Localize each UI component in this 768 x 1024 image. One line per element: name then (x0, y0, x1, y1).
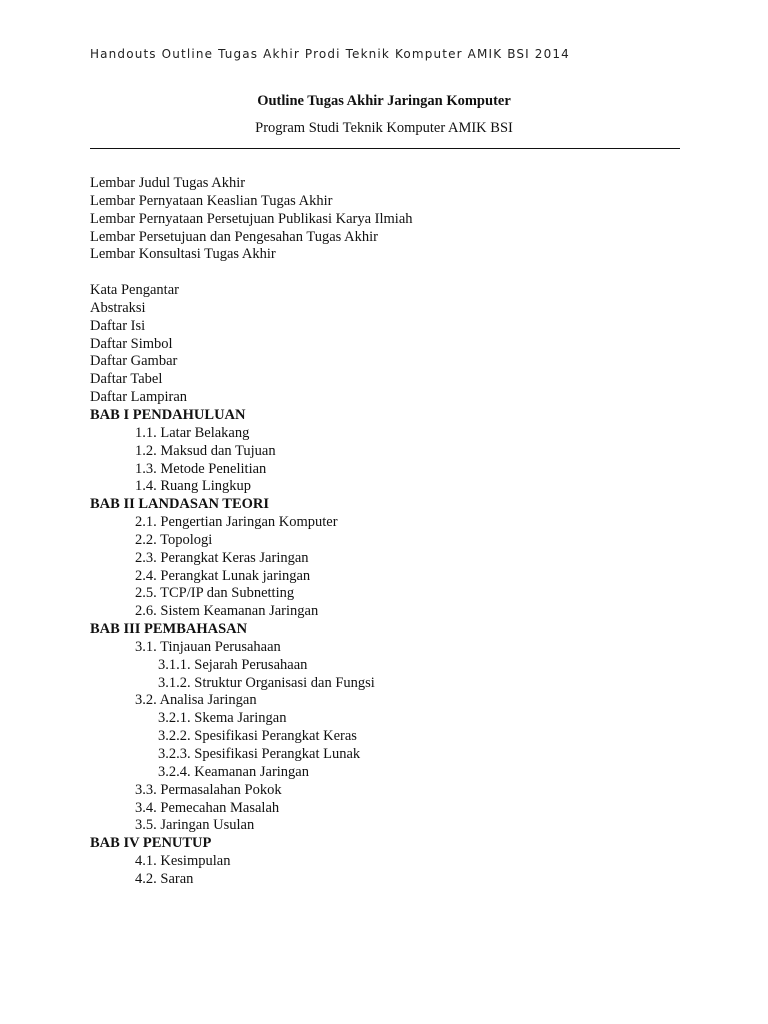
preliminary-item: Daftar Tabel (90, 371, 163, 388)
front-sheet-item: Lembar Pernyataan Persetujuan Publikasi Karya Ilmiah (90, 210, 413, 227)
outline-list (90, 175, 690, 889)
subsection-item: 3.2.1. Skema Jaringan (158, 710, 287, 727)
front-sheet-item: Lembar Pernyataan Keaslian Tugas Akhir (90, 192, 333, 209)
spacer (90, 264, 690, 282)
section-item: 2.4. Perangkat Lunak jaringan (135, 567, 311, 584)
subsection-item: 3.2.4. Keamanan Jaringan (158, 763, 309, 780)
subsection-item: 3.2.2. Spesifikasi Perangkat Keras (158, 728, 357, 745)
section-item: 2.1. Pengertian Jaringan Komputer (135, 514, 338, 531)
preliminary-item: Daftar Simbol (90, 335, 173, 352)
section-item: 2.3. Perangkat Keras Jaringan (135, 549, 309, 566)
document-title: Outline Tugas Akhir Jaringan Komputer (257, 93, 511, 109)
section-item: 4.2. Saran (135, 870, 194, 887)
chapter-heading: BAB IV PENUTUP (90, 835, 212, 852)
section-item: 2.5. TCP/IP dan Subnetting (135, 585, 295, 602)
preliminary-item: Daftar Isi (90, 317, 146, 334)
preliminary-item: Abstraksi (90, 299, 146, 316)
section-item: 3.5. Jaringan Usulan (135, 817, 255, 834)
running-header: Handouts Outline Tugas Akhir Prodi Teknik Komputer AMIK BSI 2014 (90, 47, 570, 61)
section-item: 2.2. Topologi (135, 531, 213, 548)
preliminary-item: Daftar Gambar (90, 353, 178, 370)
section-item: 3.4. Pemecahan Masalah (135, 799, 280, 816)
section-item: 3.2. Analisa Jaringan (135, 692, 257, 709)
chapter-heading: BAB III PEMBAHASAN (90, 621, 248, 638)
section-item: 1.4. Ruang Lingkup (135, 478, 251, 495)
section-item: 1.1. Latar Belakang (135, 424, 250, 441)
preliminary-item: Kata Pengantar (90, 282, 179, 299)
subsection-item: 3.2.3. Spesifikasi Perangkat Lunak (158, 746, 361, 762)
title-divider (90, 148, 680, 149)
section-item: 3.3. Permasalahan Pokok (135, 781, 282, 798)
chapter-heading: BAB II LANDASAN TEORI (90, 496, 270, 513)
front-sheet-item: Lembar Konsultasi Tugas Akhir (90, 246, 276, 263)
subsection-item: 3.1.1. Sejarah Perusahaan (158, 656, 308, 673)
front-sheet-item: Lembar Persetujuan dan Pengesahan Tugas Akhir (90, 228, 378, 245)
document-subtitle: Program Studi Teknik Komputer AMIK BSI (255, 120, 513, 136)
subsection-item: 3.1.2. Struktur Organisasi dan Fungsi (158, 674, 375, 691)
front-sheet-item: Lembar Judul Tugas Akhir (90, 175, 246, 191)
preliminary-item: Daftar Lampiran (90, 389, 188, 406)
section-item: 2.6. Sistem Keamanan Jaringan (135, 603, 319, 620)
chapter-heading: BAB I PENDAHULUAN (90, 406, 246, 423)
section-item: 4.1. Kesimpulan (135, 853, 231, 870)
section-item: 3.1. Tinjauan Perusahaan (135, 638, 281, 655)
section-item: 1.3. Metode Penelitian (135, 460, 267, 477)
section-item: 1.2. Maksud dan Tujuan (135, 442, 276, 459)
